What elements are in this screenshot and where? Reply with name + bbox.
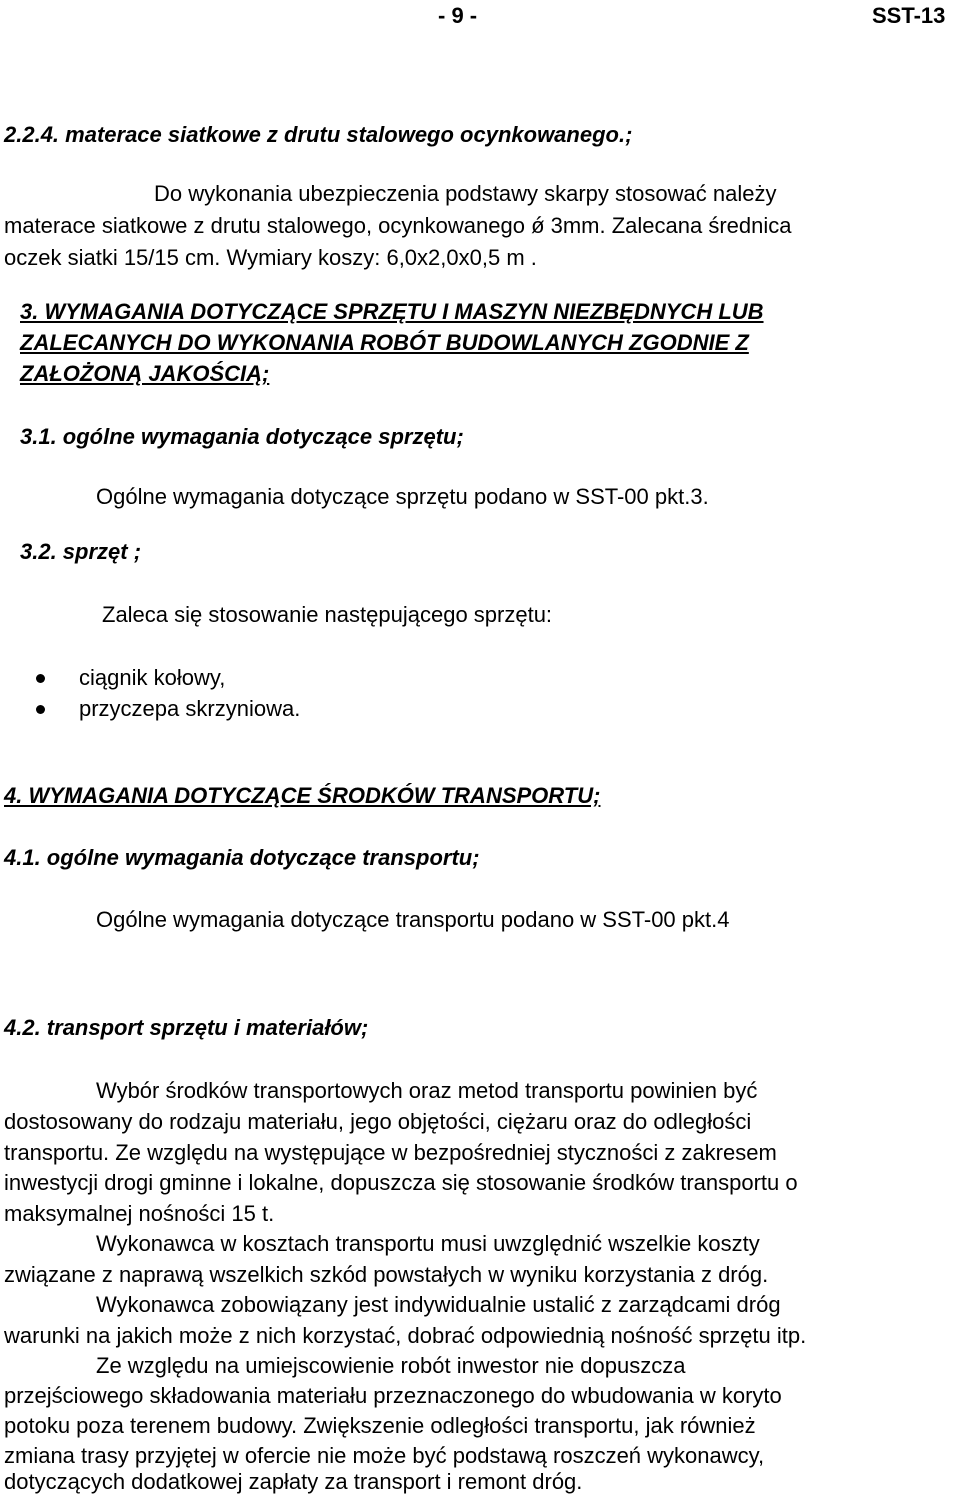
section-42-title: 4.2. transport sprzętu i materiałów; [4,1015,369,1040]
paragraph-line: Wybór środków transportowych oraz metod transportu powinien być [96,1078,758,1103]
paragraph-line: dotyczących dodatkowej zapłaty za transport i remont dróg. [4,1469,583,1494]
heading-line: ZALECANYCH DO WYKONANIA ROBÓT BUDOWLANYCH ZGODNIE Z [20,330,749,355]
bullet-icon [36,674,45,683]
paragraph-line: zmiana trasy przyjętej w ofercie nie może być podstawą roszczeń wykonawcy, [4,1443,765,1468]
document-code: SST-13 [872,3,946,28]
paragraph-line: materace siatkowe z drutu stalowego, ocynkowanego ǿ 3mm. Zalecana średnica [4,213,792,238]
page-number: - 9 - [438,3,478,28]
list-item: ciągnik kołowy, [79,665,226,690]
paragraph-line: związane z naprawą wszelkich szkód powstałych w wyniku korzystania z dróg. [4,1262,769,1287]
section-31-text: Ogólne wymagania dotyczące sprzętu podano w SST-00 pkt.3. [96,484,709,509]
section-41-title: 4.1. ogólne wymagania dotyczące transportu; [4,845,480,870]
section-31-title: 3.1. ogólne wymagania dotyczące sprzętu; [20,424,464,449]
heading-line: ZAŁOŻONĄ JAKOŚCIĄ; [20,361,270,386]
section-32-text: Zaleca się stosowanie następującego sprzętu: [102,602,553,627]
section-4-title: 4. WYMAGANIA DOTYCZĄCE ŚRODKÓW TRANSPORTU; [4,783,601,808]
paragraph-line: inwestycji drogi gminne i lokalne, dopuszcza się stosowanie środków transportu o [4,1170,798,1195]
section-41-text: Ogólne wymagania dotyczące transportu podano w SST-00 pkt.4 [96,907,730,932]
paragraph-line: Wykonawca w kosztach transportu musi uwzględnić wszelkie koszty [96,1231,760,1256]
list-item: przyczepa skrzyniowa. [79,696,301,721]
paragraph-line: transportu. Ze względu na występujące w bezpośredniej styczności z zakresem [4,1140,777,1165]
bullet-icon [36,705,45,714]
paragraph-line: dostosowany do rodzaju materiału, jego objętości, ciężaru oraz do odległości [4,1109,752,1134]
section-224-title: 2.2.4. materace siatkowe z drutu stalowego ocynkowanego.; [4,122,633,147]
heading-line: 3. WYMAGANIA DOTYCZĄCE SPRZĘTU I MASZYN NIEZBĘDNYCH LUB [20,299,764,324]
section-32-title: 3.2. sprzęt ; [20,539,142,564]
paragraph-line: Do wykonania ubezpieczenia podstawy skarpy stosować należy [154,181,777,206]
paragraph-line: Ze względu na umiejscowienie robót inwestor nie dopuszcza [96,1353,686,1378]
paragraph-line: oczek siatki 15/15 cm. Wymiary koszy: 6,0x2,0x0,5 m . [4,245,537,270]
paragraph-line: potoku poza terenem budowy. Zwiększenie odległości transportu, jak również [4,1413,756,1438]
paragraph-line: przejściowego składowania materiału przeznaczonego do wbudowania w koryto [4,1383,782,1408]
section-224-paragraph [4,178,792,274]
paragraph-line: maksymalnej nośności 15 t. [4,1201,275,1226]
section-3-title [20,296,764,389]
paragraph-line: Wykonawca zobowiązany jest indywidualnie ustalić z zarządcami dróg [96,1292,781,1317]
paragraph-line: warunki na jakich może z nich korzystać, dobrać odpowiednią nośność sprzętu itp. [4,1323,807,1348]
